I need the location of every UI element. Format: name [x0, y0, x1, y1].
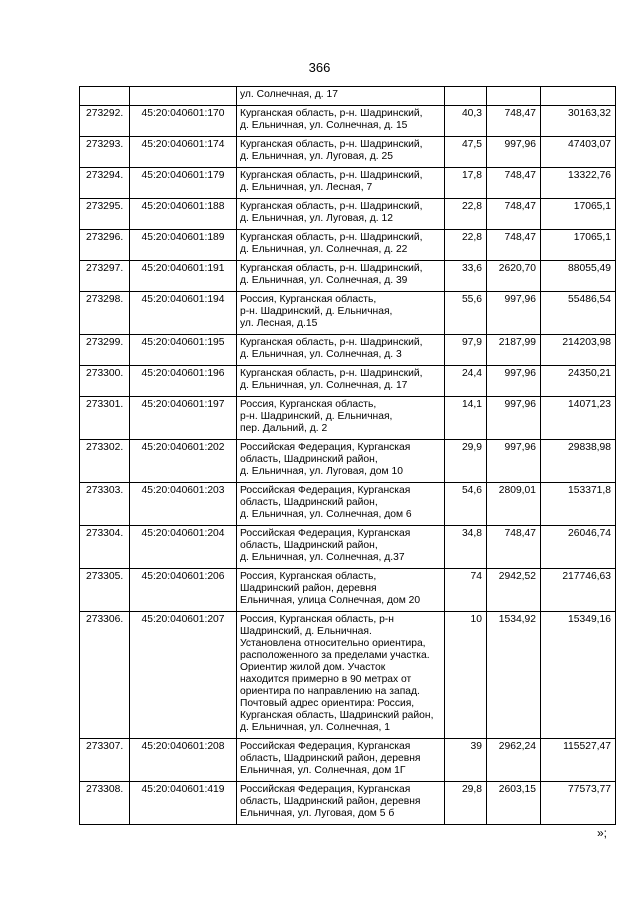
address-line: д. Ельничная, ул. Солнечная, д. 3: [240, 349, 402, 360]
address-line: Курганская область, р-н. Шадринский,: [240, 232, 423, 243]
table-row: [80, 782, 616, 825]
unit-value-cell: 748,47: [487, 526, 541, 569]
address-line: Россия, Курганская область,: [240, 571, 377, 582]
area-cell: 29,8: [445, 782, 487, 825]
table-row: [80, 137, 616, 168]
unit-value-cell: 2962,24: [487, 739, 541, 782]
address-line: Россия, Курганская область,: [240, 294, 377, 305]
unit-value-cell: 997,96: [487, 397, 541, 440]
address-cell: [237, 261, 445, 292]
address-cell: [237, 106, 445, 137]
area-cell: 97,9: [445, 335, 487, 366]
row-number-cell: 273294.: [80, 168, 130, 199]
address-cell: [237, 230, 445, 261]
address-line: расположенного за пределами участка.: [240, 650, 430, 661]
area-cell: 40,3: [445, 106, 487, 137]
area-cell: 47,5: [445, 137, 487, 168]
address-line: Российская Федерация, Курганская: [240, 485, 411, 496]
table-row: [80, 366, 616, 397]
unit-value-cell: 2942,52: [487, 569, 541, 612]
unit-value-cell: 2187,99: [487, 335, 541, 366]
area-cell: 54,6: [445, 483, 487, 526]
address-line: д. Ельничная, ул. Солнечная, дом 6: [240, 509, 412, 520]
area-cell: 29,9: [445, 440, 487, 483]
row-number-cell: 273299.: [80, 335, 130, 366]
cadastral-value-cell: 77573,77: [541, 782, 616, 825]
table-row: [80, 87, 616, 106]
cadastral-number-cell: 45:20:040601:179: [130, 168, 237, 199]
cadastral-value-cell: 17065,1: [541, 199, 616, 230]
area-cell: [445, 87, 487, 106]
cadastral-value-cell: [541, 87, 616, 106]
unit-value-cell: 997,96: [487, 366, 541, 397]
unit-value-cell: 2603,15: [487, 782, 541, 825]
unit-value-cell: 2809,01: [487, 483, 541, 526]
unit-value-cell: [487, 87, 541, 106]
address-cell: [237, 168, 445, 199]
row-number-cell: 273307.: [80, 739, 130, 782]
cadastral-number-cell: 45:20:040601:197: [130, 397, 237, 440]
cadastral-number-cell: 45:20:040601:188: [130, 199, 237, 230]
cadastral-value-cell: 17065,1: [541, 230, 616, 261]
address-line: Россия, Курганская область,: [240, 399, 377, 410]
address-line: Почтовый адрес ориентира: Россия,: [240, 698, 415, 709]
address-line: область, Шадринский район,: [240, 454, 378, 465]
address-line: Шадринский район, деревня: [240, 583, 377, 594]
address-line: Курганская область, Шадринский район,: [240, 710, 434, 721]
address-line: д. Ельничная, ул. Солнечная, 1: [240, 722, 390, 733]
address-line: д. Ельничная, ул. Солнечная, д. 39: [240, 275, 408, 286]
area-cell: 17,8: [445, 168, 487, 199]
cadastral-number-cell: 45:20:040601:208: [130, 739, 237, 782]
row-number-cell: 273306.: [80, 612, 130, 739]
cadastral-number-cell: [130, 87, 237, 106]
table-row: [80, 397, 616, 440]
address-line: д. Ельничная, ул. Солнечная, д. 22: [240, 244, 408, 255]
address-line: д. Ельничная, ул. Луговая, дом 10: [240, 466, 403, 477]
address-cell: [237, 87, 445, 106]
address-line: Курганская область, р-н. Шадринский,: [240, 170, 423, 181]
row-number-cell: 273296.: [80, 230, 130, 261]
address-cell: [237, 292, 445, 335]
table-row: [80, 335, 616, 366]
address-line: находится примерно в 90 метрах от: [240, 674, 412, 685]
address-line: Установлена относительно ориентира,: [240, 638, 426, 649]
address-line: Ельничная, ул. Луговая, дом 5 б: [240, 808, 395, 819]
address-cell: [237, 335, 445, 366]
table-row: [80, 569, 616, 612]
cadastral-number-cell: 45:20:040601:419: [130, 782, 237, 825]
address-line: Российская Федерация, Курганская: [240, 784, 411, 795]
address-line: д. Ельничная, ул. Солнечная, д. 17: [240, 380, 408, 391]
address-cell: [237, 397, 445, 440]
cadastral-number-cell: 45:20:040601:207: [130, 612, 237, 739]
table-row: [80, 739, 616, 782]
area-cell: 24,4: [445, 366, 487, 397]
row-number-cell: 273293.: [80, 137, 130, 168]
cadastral-value-cell: 26046,74: [541, 526, 616, 569]
row-number-cell: 273302.: [80, 440, 130, 483]
table-row: [80, 230, 616, 261]
address-line: Ориентир жилой дом. Участок: [240, 662, 386, 673]
cadastral-number-cell: 45:20:040601:174: [130, 137, 237, 168]
address-cell: [237, 569, 445, 612]
unit-value-cell: 997,96: [487, 440, 541, 483]
address-line: Курганская область, р-н. Шадринский,: [240, 368, 423, 379]
table-row: [80, 292, 616, 335]
address-cell: [237, 612, 445, 739]
address-line: область, Шадринский район, деревня: [240, 796, 421, 807]
cadastral-value-cell: 88055,49: [541, 261, 616, 292]
address-cell: [237, 366, 445, 397]
address-line: Курганская область, р-н. Шадринский,: [240, 263, 423, 274]
row-number-cell: 273301.: [80, 397, 130, 440]
cadastral-value-cell: 55486,54: [541, 292, 616, 335]
cadastral-value-cell: 214203,98: [541, 335, 616, 366]
cadastral-value-cell: 115527,47: [541, 739, 616, 782]
cadastral-number-cell: 45:20:040601:202: [130, 440, 237, 483]
cadastral-value-cell: 29838,98: [541, 440, 616, 483]
cadastral-number-cell: 45:20:040601:191: [130, 261, 237, 292]
address-line: Российская Федерация, Курганская: [240, 442, 411, 453]
address-line: д. Ельничная, ул. Луговая, д. 12: [240, 213, 393, 224]
address-line: ориентира по направлению на запад.: [240, 686, 420, 697]
address-line: Курганская область, р-н. Шадринский,: [240, 139, 423, 150]
row-number-cell: 273300.: [80, 366, 130, 397]
row-number-cell: 273295.: [80, 199, 130, 230]
cadastral-number-cell: 45:20:040601:196: [130, 366, 237, 397]
address-line: Ельничная, ул. Солнечная, дом 1Г: [240, 765, 406, 776]
cadastral-value-cell: 217746,63: [541, 569, 616, 612]
address-line: д. Ельничная, ул. Солнечная, д.37: [240, 552, 405, 563]
area-cell: 33,6: [445, 261, 487, 292]
address-line: область, Шадринский район,: [240, 540, 378, 551]
address-cell: [237, 440, 445, 483]
address-line: р-н. Шадринский, д. Ельничная,: [240, 411, 393, 422]
table-row: [80, 483, 616, 526]
cadastral-value-cell: 13322,76: [541, 168, 616, 199]
table-row: [80, 199, 616, 230]
page-number: 366: [308, 60, 331, 75]
row-number-cell: 273292.: [80, 106, 130, 137]
cadastral-value-cell: 14071,23: [541, 397, 616, 440]
unit-value-cell: 748,47: [487, 230, 541, 261]
address-line: д. Ельничная, ул. Лесная, 7: [240, 182, 373, 193]
unit-value-cell: 748,47: [487, 199, 541, 230]
row-number-cell: 273303.: [80, 483, 130, 526]
end-mark: »;: [597, 826, 608, 840]
cadastral-value-cell: 15349,16: [541, 612, 616, 739]
address-line: Шадринский, д. Ельничная.: [240, 626, 372, 637]
address-cell: [237, 526, 445, 569]
area-cell: 22,8: [445, 199, 487, 230]
address-cell: [237, 199, 445, 230]
address-line: Российская Федерация, Курганская: [240, 528, 411, 539]
row-number-cell: 273308.: [80, 782, 130, 825]
address-cell: [237, 782, 445, 825]
unit-value-cell: 1534,92: [487, 612, 541, 739]
property-table: [79, 86, 616, 825]
address-line: д. Ельничная, ул. Луговая, д. 25: [240, 151, 393, 162]
address-line: Курганская область, р-н. Шадринский,: [240, 337, 423, 348]
table-row: [80, 440, 616, 483]
address-cell: [237, 739, 445, 782]
unit-value-cell: 2620,70: [487, 261, 541, 292]
row-number-cell: [80, 87, 130, 106]
address-line: пер. Дальний, д. 2: [240, 423, 328, 434]
table-row: [80, 261, 616, 292]
address-line: Ельничная, улица Солнечная, дом 20: [240, 595, 421, 606]
cadastral-number-cell: 45:20:040601:203: [130, 483, 237, 526]
address-line: д. Ельничная, ул. Солнечная, д. 15: [240, 120, 408, 131]
area-cell: 55,6: [445, 292, 487, 335]
cadastral-value-cell: 47403,07: [541, 137, 616, 168]
cadastral-number-cell: 45:20:040601:194: [130, 292, 237, 335]
unit-value-cell: 997,96: [487, 292, 541, 335]
cadastral-number-cell: 45:20:040601:195: [130, 335, 237, 366]
area-cell: 10: [445, 612, 487, 739]
row-number-cell: 273304.: [80, 526, 130, 569]
row-number-cell: 273305.: [80, 569, 130, 612]
address-line: ул. Солнечная, д. 17: [240, 89, 338, 100]
address-line: Курганская область, р-н. Шадринский,: [240, 108, 423, 119]
address-line: область, Шадринский район,: [240, 497, 378, 508]
area-cell: 14,1: [445, 397, 487, 440]
area-cell: 39: [445, 739, 487, 782]
table-row: [80, 168, 616, 199]
row-number-cell: 273297.: [80, 261, 130, 292]
cadastral-number-cell: 45:20:040601:189: [130, 230, 237, 261]
area-cell: 74: [445, 569, 487, 612]
cadastral-number-cell: 45:20:040601:170: [130, 106, 237, 137]
area-cell: 22,8: [445, 230, 487, 261]
row-number-cell: 273298.: [80, 292, 130, 335]
table-row: [80, 526, 616, 569]
table-row: [80, 612, 616, 739]
cadastral-number-cell: 45:20:040601:204: [130, 526, 237, 569]
cadastral-value-cell: 153371,8: [541, 483, 616, 526]
unit-value-cell: 748,47: [487, 106, 541, 137]
address-line: р-н. Шадринский, д. Ельничная,: [240, 306, 393, 317]
table-row: [80, 106, 616, 137]
address-cell: [237, 483, 445, 526]
address-line: Курганская область, р-н. Шадринский,: [240, 201, 423, 212]
cadastral-value-cell: 30163,32: [541, 106, 616, 137]
address-line: Российская Федерация, Курганская: [240, 741, 411, 752]
address-line: Россия, Курганская область, р-н: [240, 614, 394, 625]
address-cell: [237, 137, 445, 168]
unit-value-cell: 748,47: [487, 168, 541, 199]
address-line: ул. Лесная, д.15: [240, 318, 318, 329]
area-cell: 34,8: [445, 526, 487, 569]
cadastral-value-cell: 24350,21: [541, 366, 616, 397]
address-line: область, Шадринский район, деревня: [240, 753, 421, 764]
cadastral-number-cell: 45:20:040601:206: [130, 569, 237, 612]
unit-value-cell: 997,96: [487, 137, 541, 168]
